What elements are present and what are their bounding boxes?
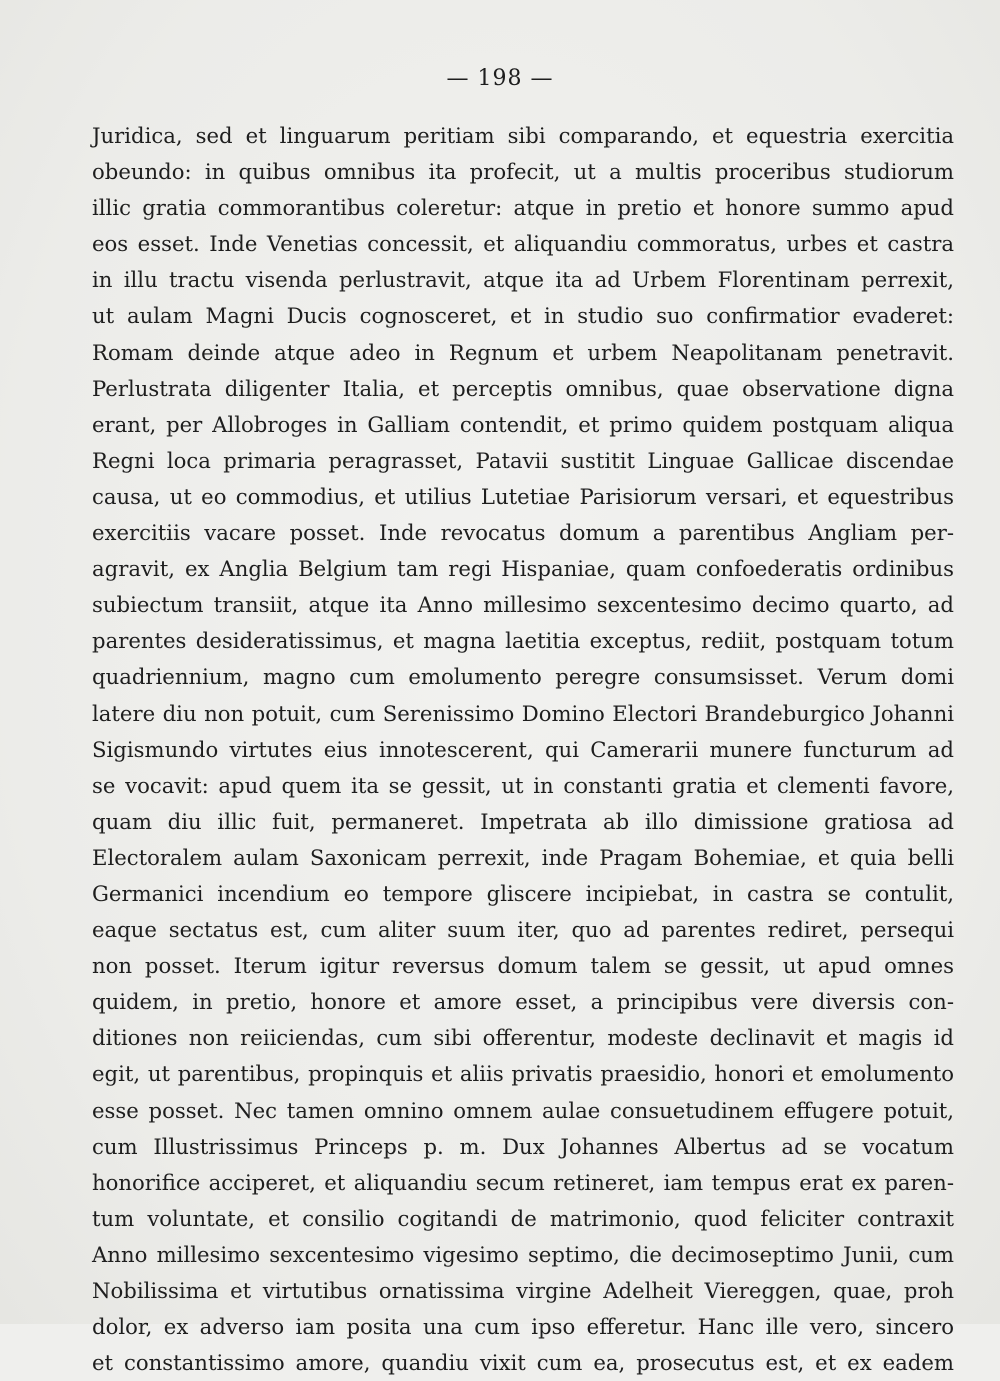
text-line: dolor, ex adverso iam posita una cum ipso efferetur. Hanc ille vero, sincero	[92, 1314, 954, 1340]
text-line: illic gratia commorantibus coleretur: atque in pretio et honore summo apud	[92, 195, 954, 221]
text-line: causa, ut eo commodius, et utilius Lutetiae Parisiorum versari, et equestribus	[92, 483, 954, 509]
text-line: Perlustrata diligenter Italia, et perceptis omnibus, quae observatione digna	[92, 375, 954, 401]
text-line: Germanici incendium eo tempore gliscere incipiebat, in castra se contulit,	[92, 880, 954, 906]
text-line: Juridica, sed et linguarum peritiam sibi comparando, et equestria exercitia	[92, 123, 954, 148]
text-line: exercitiis vacare posset. Inde revocatus domum a parentibus Angliam per-	[92, 520, 954, 546]
text-line: esse posset. Nec tamen omnino omnem aulae consuetudinem effugere potuit,	[92, 1097, 954, 1123]
text-line: subiectum transiit, atque ita Anno millesimo sexcentesimo decimo quarto, ad	[92, 592, 954, 618]
text-line: Regni loca primaria peragrasset, Patavii sustitit Linguae Gallicae discendae	[92, 447, 954, 473]
text-line: agravit, ex Anglia Belgium tam regi Hispaniae, quam confoederatis ordinibus	[92, 556, 954, 582]
text-line: in illu tractu visenda perlustravit, atque ita ad Urbem Florentinam perrexit,	[92, 267, 954, 293]
text-line: tum voluntate, et consilio cogitandi de matrimonio, quod feliciter contraxit	[92, 1205, 954, 1231]
text-line: latere diu non potuit, cum Serenissimo Domino Electori Brandeburgico Johanni	[92, 700, 954, 726]
text-line: Anno millesimo sexcentesimo vigesimo septimo, die decimoseptimo Junii, cum	[92, 1241, 954, 1267]
text-line: honorifice acciperet, et aliquandiu secum retineret, iam tempus erat ex paren-	[92, 1169, 954, 1195]
text-line: cum Illustrissimus Princeps p. m. Dux Johannes Albertus ad se vocatum	[92, 1133, 954, 1159]
text-line: quam diu illic fuit, permaneret. Impetrata ab illo dimissione gratiosa ad	[92, 808, 954, 834]
text-line: ut aulam Magni Ducis cognosceret, et in studio suo confirmatior evaderet:	[92, 303, 954, 329]
text-line: quidem, in pretio, honore et amore esset, a principibus vere diversis con-	[92, 989, 954, 1015]
text-line: erant, per Allobroges in Galliam contendit, et primo quidem postquam aliqua	[92, 411, 954, 437]
text-line: obeundo: in quibus omnibus ita profecit, ut a multis proceribus studiorum	[92, 159, 954, 185]
text-line: et constantissimo amore, quandiu vixit cum ea, prosecutus est, et ex eadem	[92, 1350, 954, 1376]
text-line: egit, ut parentibus, propinquis et aliis privatis praesidio, honori et emolumento	[92, 1061, 954, 1087]
text-line: eos esset. Inde Venetias concessit, et aliquandiu commoratus, urbes et castra	[92, 231, 954, 257]
text-line: parentes desideratissimus, et magna laetitia exceptus, rediit, postquam totum	[92, 628, 954, 654]
text-line: quadriennium, magno cum emolumento peregre consumsisset. Verum domi	[92, 664, 954, 690]
text-line: ditiones non reiiciendas, cum sibi offerentur, modeste declinavit et magis id	[92, 1025, 954, 1051]
text-line: Nobilissima et virtutibus ornatissima virgine Adelheit Viereggen, quae, proh	[92, 1278, 954, 1303]
text-line: Electoralem aulam Saxonicam perrexit, inde Pragam Bohemiae, et quia belli	[92, 844, 954, 870]
text-line: se vocavit: apud quem ita se gessit, ut in constanti gratia et clementi favore,	[92, 772, 954, 798]
body-text	[92, 118, 954, 1381]
text-line: eaque sectatus est, cum aliter suum iter, quo ad parentes rediret, persequi	[92, 917, 954, 943]
text-line: non posset. Iterum igitur reversus domum talem se gessit, ut apud omnes	[92, 953, 954, 979]
text-line: Romam deinde atque adeo in Regnum et urbem Neapolitanam penetravit.	[92, 339, 954, 365]
page-number: — 198 —	[446, 66, 554, 91]
text-line: Sigismundo virtutes eius innotescerent, qui Camerarii munere functurum ad	[92, 736, 954, 762]
